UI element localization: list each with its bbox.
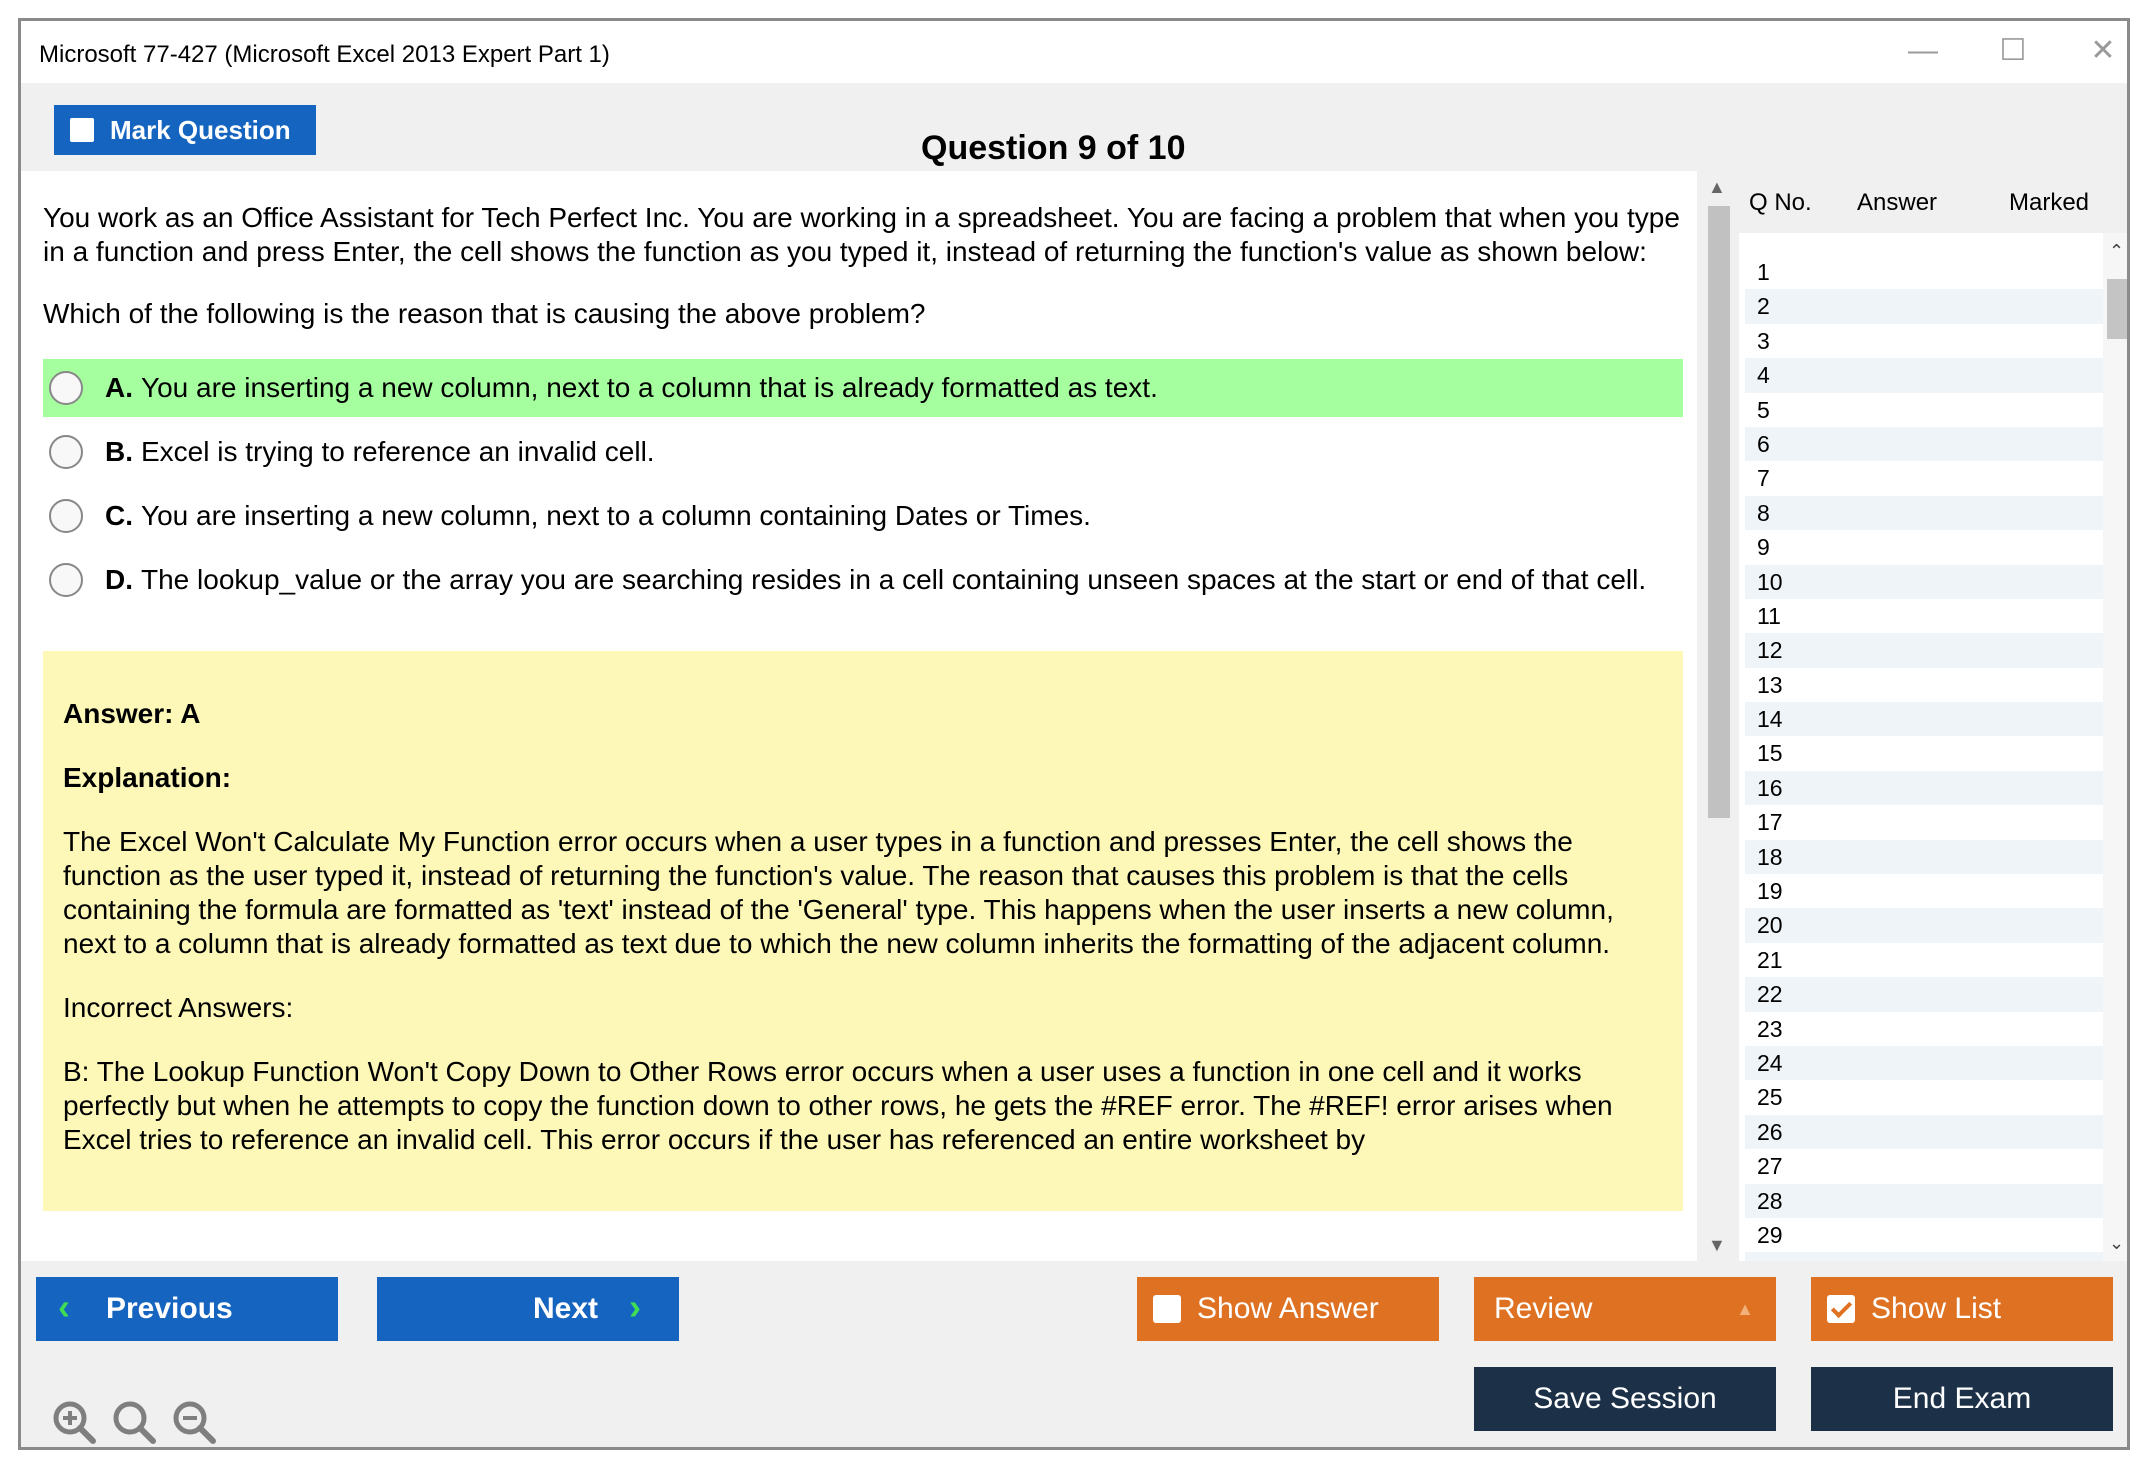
list-item[interactable] — [1745, 393, 2103, 427]
list-item[interactable] — [1745, 633, 2103, 667]
question-number: 5 — [1757, 396, 1770, 423]
list-item[interactable] — [1745, 599, 2103, 633]
question-number: 19 — [1757, 878, 1783, 905]
close-icon[interactable]: ✕ — [2090, 34, 2116, 67]
list-item[interactable] — [1745, 702, 2103, 736]
answer-panel — [43, 651, 1683, 1211]
option-text: The lookup_value or the array you are searching resides in a cell containing unseen spaces at the start or end of that cell. — [141, 564, 1647, 595]
col-qno: Q No. — [1749, 189, 1812, 216]
list-item[interactable] — [1745, 805, 2103, 839]
mark-question-button[interactable] — [54, 105, 316, 155]
col-answer: Answer — [1857, 189, 1938, 216]
option-d-radio[interactable] — [49, 563, 83, 597]
list-item[interactable] — [1745, 874, 2103, 908]
question-number: 18 — [1757, 843, 1783, 870]
list-item[interactable] — [1745, 461, 2103, 495]
option-c-radio[interactable] — [49, 499, 83, 533]
mark-checkbox[interactable] — [70, 118, 94, 142]
zoom-in-icon[interactable] — [51, 1399, 97, 1445]
option-a[interactable] — [43, 359, 1683, 417]
list-item[interactable] — [1745, 1046, 2103, 1080]
list-item[interactable] — [1745, 255, 2103, 289]
show-answer-button[interactable] — [1137, 1277, 1439, 1341]
question-list-scrollbar[interactable] — [2103, 233, 2130, 1261]
end-exam-label: End Exam — [1892, 1382, 2032, 1415]
question-number: 15 — [1757, 740, 1783, 767]
explanation-text: The Excel Won't Calculate My Function error occurs when a user types in a function and presses Enter, the cell shows the function as the user typed it, instead of returning the function's value. The reason that causes this problem is that the cells containing the formula are formatted as 'text' instead of the 'General' type. This happens when the user inserts a new column, next to a column that is already formatted as text due to which the new column inherits the formatting of the adjacent column. — [63, 826, 1614, 959]
question-content — [21, 171, 1697, 1261]
previous-button[interactable] — [36, 1277, 338, 1341]
page-title: Question 9 of 10 — [921, 129, 1186, 167]
list-item[interactable] — [1745, 1012, 2103, 1046]
question-number: 14 — [1757, 706, 1783, 733]
option-text: Excel is trying to reference an invalid cell. — [141, 436, 655, 467]
show-answer-label: Show Answer — [1197, 1292, 1379, 1325]
option-d[interactable] — [43, 551, 1683, 609]
option-letter: C. — [105, 500, 133, 531]
explanation-heading: Explanation: — [63, 762, 232, 793]
question-number: 12 — [1757, 637, 1783, 664]
mark-question-label: Mark Question — [110, 115, 291, 145]
show-answer-checkbox[interactable] — [1153, 1295, 1181, 1323]
incorrect-heading: Incorrect Answers: — [63, 992, 294, 1023]
question-number: 10 — [1757, 568, 1783, 595]
question-number: 6 — [1757, 430, 1770, 457]
maximize-icon[interactable]: ☐ — [1999, 34, 2027, 67]
question-number: 28 — [1757, 1187, 1783, 1214]
list-item[interactable] — [1745, 1080, 2103, 1114]
option-b-radio[interactable] — [49, 435, 83, 469]
zoom-reset-icon[interactable] — [111, 1399, 157, 1445]
option-b[interactable] — [43, 423, 1683, 481]
question-number: 21 — [1757, 946, 1783, 973]
option-text: You are inserting a new column, next to a column containing Dates or Times. — [141, 500, 1091, 531]
list-scroll-thumb[interactable] — [2107, 279, 2129, 339]
list-item[interactable] — [1745, 840, 2103, 874]
question-number: 4 — [1757, 362, 1770, 389]
answer-line: Answer: A — [63, 698, 201, 729]
list-item[interactable] — [1745, 977, 2103, 1011]
incorrect-b-text: B: The Lookup Function Won't Copy Down to Other Rows error occurs when a user uses a function in one cell and it works perfectly but when he attempts to copy the function down to other rows, he gets the #REF error. The #REF! error arises when Excel tries to reference an invalid cell. This error occurs if the user has referenced an entire worksheet by — [63, 1056, 1613, 1155]
list-item[interactable] — [1745, 736, 2103, 770]
title-bar — [21, 21, 2127, 83]
list-item[interactable] — [1745, 427, 2103, 461]
window-title: Microsoft 77-427 (Microsoft Excel 2013 Expert Part 1) — [39, 41, 610, 68]
list-item[interactable] — [1745, 565, 2103, 599]
list-item[interactable] — [1745, 1149, 2103, 1183]
list-item[interactable] — [1745, 943, 2103, 977]
list-item[interactable] — [1745, 289, 2103, 323]
list-item[interactable] — [1745, 1184, 2103, 1218]
list-item[interactable] — [1745, 496, 2103, 530]
next-button[interactable] — [377, 1277, 679, 1341]
question-number: 22 — [1757, 981, 1783, 1008]
end-exam-button[interactable] — [1811, 1367, 2113, 1431]
question-number: 3 — [1757, 327, 1770, 354]
chevron-right-icon: › — [629, 1286, 641, 1327]
content-scrollbar[interactable] — [1702, 171, 1734, 1261]
minimize-icon[interactable]: — — [1908, 34, 1938, 67]
question-number: 24 — [1757, 1049, 1783, 1076]
review-dropdown[interactable] — [1474, 1277, 1776, 1341]
list-item[interactable] — [1745, 530, 2103, 564]
list-item[interactable] — [1745, 358, 2103, 392]
content-scroll-thumb[interactable] — [1708, 206, 1730, 818]
scroll-up-icon[interactable]: ▲ — [1708, 177, 1726, 197]
col-marked: Marked — [2009, 189, 2090, 216]
question-number: 26 — [1757, 1118, 1783, 1145]
question-prompt: Which of the following is the reason that is causing the above problem? — [43, 298, 926, 329]
list-item[interactable] — [1745, 908, 2103, 942]
chevron-down-icon[interactable]: ⌄ — [2109, 1233, 2125, 1253]
question-list-rows — [1745, 255, 2103, 1287]
question-number: 29 — [1757, 1221, 1783, 1248]
option-a-radio[interactable] — [49, 371, 83, 405]
question-number: 2 — [1757, 293, 1770, 320]
show-list-checkbox[interactable] — [1827, 1295, 1855, 1323]
review-label: Review — [1494, 1292, 1593, 1325]
question-number: 9 — [1757, 534, 1770, 561]
save-session-button[interactable] — [1474, 1367, 1776, 1431]
option-letter: B. — [105, 436, 133, 467]
caret-up-icon: ▲ — [1736, 1299, 1754, 1319]
list-item[interactable] — [1745, 771, 2103, 805]
option-c[interactable] — [43, 487, 1683, 545]
show-list-button[interactable] — [1811, 1277, 2113, 1341]
next-label: Next — [533, 1292, 599, 1325]
list-item[interactable] — [1745, 1218, 2103, 1252]
option-text: You are inserting a new column, next to a column that is already formatted as text. — [141, 372, 1158, 403]
question-text: You work as an Office Assistant for Tech Perfect Inc. You are working in a spreadsheet. You are facing a problem that when you type in a function and press Enter, the cell shows the function as you typed it, instead of returning the function's value as shown below: — [43, 202, 1680, 267]
question-number: 13 — [1757, 671, 1783, 698]
list-item[interactable] — [1745, 668, 2103, 702]
chevron-up-icon[interactable]: ⌃ — [2109, 241, 2125, 261]
list-item[interactable] — [1745, 324, 2103, 358]
app-window — [18, 18, 2130, 1450]
question-number: 17 — [1757, 809, 1783, 836]
question-number: 25 — [1757, 1084, 1783, 1111]
question-number: 27 — [1757, 1153, 1783, 1180]
footer-toolbar — [21, 1261, 2127, 1450]
zoom-out-icon[interactable] — [171, 1399, 217, 1445]
scroll-down-icon[interactable]: ▼ — [1708, 1235, 1726, 1255]
list-item[interactable] — [1745, 1115, 2103, 1149]
question-list — [1739, 171, 2130, 1261]
question-number: 20 — [1757, 912, 1783, 939]
question-number: 11 — [1757, 602, 1781, 629]
chevron-left-icon: ‹ — [58, 1286, 70, 1327]
question-number: 1 — [1757, 259, 1770, 285]
question-number: 8 — [1757, 499, 1770, 526]
question-number: 16 — [1757, 774, 1783, 801]
question-body — [43, 201, 1683, 331]
previous-label: Previous — [106, 1292, 233, 1325]
show-list-label: Show List — [1871, 1292, 2002, 1325]
option-letter: D. — [105, 564, 133, 595]
option-letter: A. — [105, 372, 133, 403]
save-session-label: Save Session — [1533, 1382, 1717, 1415]
question-number: 7 — [1757, 465, 1770, 492]
question-number: 23 — [1757, 1015, 1783, 1042]
question-list-header — [1739, 171, 2130, 233]
